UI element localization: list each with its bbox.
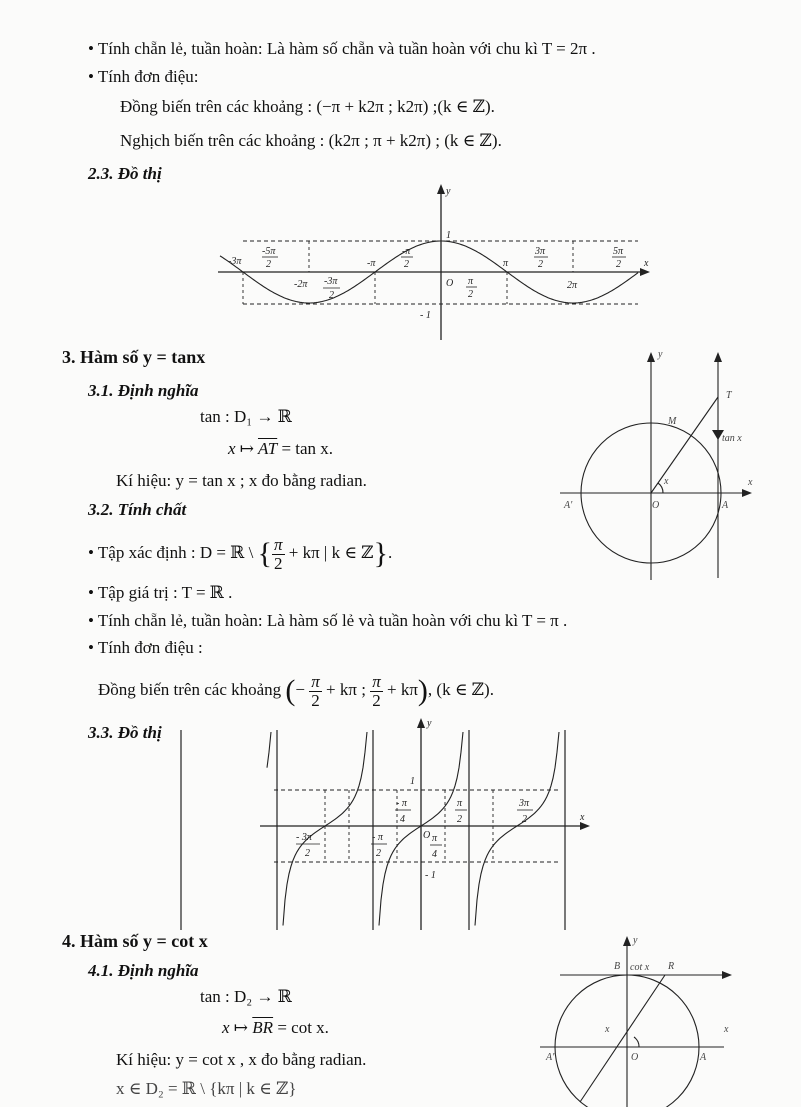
cos-mpi2-n: -π bbox=[402, 246, 411, 257]
cos-pi2-d: 2 bbox=[468, 289, 473, 300]
tg-p3pi2-n: 3π bbox=[519, 798, 530, 809]
tg-mpi4-d: 4 bbox=[400, 814, 405, 825]
cos-p3pi2-d: 2 bbox=[538, 259, 543, 270]
cos-m2pi: -2π bbox=[294, 279, 308, 290]
tg-origin: O bbox=[423, 830, 431, 841]
tg-minus-one: - 1 bbox=[425, 870, 436, 881]
cc-y: y bbox=[633, 935, 638, 946]
cos-pi: π bbox=[503, 258, 509, 269]
tan-parity: • Tính chẵn lẻ, tuần hoàn: Là hàm số lẻ và tuần hoàn với chu kì T = π . bbox=[88, 611, 568, 630]
parity-line: • Tính chẵn lẻ, tuần hoàn: Là hàm số chẵn và tuần hoàn với chu kì T = 2π . bbox=[88, 39, 596, 58]
tg-pi4-n: π bbox=[432, 833, 438, 844]
cot-notation: Kí hiệu: y = cot x , x đo bằng radian. bbox=[116, 1050, 367, 1069]
tan-def-value: = tan x. bbox=[277, 439, 334, 458]
tan-inc-num2: π bbox=[372, 671, 381, 691]
tan-domain: • Tập xác định : D = ℝ \ { $\frac{\pi}{2}$ + kπ | k ∈ ℤ}. bbox=[88, 534, 393, 573]
tc-A: A bbox=[722, 500, 729, 511]
tc-y: y bbox=[658, 349, 663, 360]
cos-m3pi: -3π bbox=[228, 256, 242, 267]
tan-inc-label: Đồng biến trên các khoảng bbox=[98, 680, 282, 699]
cot-def-map: x ↦ bbox=[222, 1018, 253, 1037]
tg-pi2-d: 2 bbox=[457, 814, 462, 825]
tg-y: y bbox=[427, 718, 432, 729]
cc-R: R bbox=[668, 961, 675, 972]
tan-inc-den2: 2 bbox=[372, 690, 381, 710]
cc-x: x bbox=[724, 1024, 729, 1035]
cot-def-value: = cot x. bbox=[273, 1018, 329, 1037]
tan-domain-den: 2 bbox=[274, 553, 283, 573]
tan-domain-lbrace: { bbox=[257, 537, 272, 571]
tc-x: x bbox=[748, 477, 753, 488]
cos-m3pi2-d: 2 bbox=[329, 290, 334, 301]
cos-origin: O bbox=[446, 278, 454, 289]
cos-p2pi: 2π bbox=[567, 280, 578, 291]
tan-domain-prefix: • Tập xác định : D = ℝ \ bbox=[88, 543, 254, 562]
tan-notation: Kí hiệu: y = tan x ; x đo bằng radian. bbox=[116, 471, 367, 490]
increasing-interval: Đồng biến trên các khoảng : (−π + k2π ; k2π) ;(k ∈ ℤ). bbox=[120, 97, 495, 116]
tan-increasing: Đồng biến trên các khoảng (− $\frac{\pi}{2}$ + kπ ; $\frac{\pi}{2}$ + kπ), (k ∈ ℤ). bbox=[98, 671, 494, 710]
tc-O: O bbox=[652, 500, 660, 511]
cos-y-label: y bbox=[446, 186, 451, 197]
tc-A2: A' bbox=[564, 500, 573, 511]
cc-A: A bbox=[700, 1052, 707, 1063]
section-4-title: 4. Hàm số y = cot x bbox=[62, 931, 208, 951]
tan-def-segment: $\overline{AT}$ bbox=[257, 439, 278, 458]
cos-x-label: x bbox=[644, 258, 649, 269]
cos-mpi2-d: 2 bbox=[404, 259, 409, 270]
cos-p5pi2-n: 5π bbox=[613, 246, 624, 257]
section-3-1-title: 3.1. Định nghĩa bbox=[88, 381, 199, 400]
cos-pi2-n: π bbox=[468, 276, 474, 287]
cc-xang: x bbox=[605, 1024, 610, 1035]
tc-tanx: tan x bbox=[722, 433, 742, 444]
tg-mpi2-d: 2 bbox=[376, 848, 381, 859]
tg-m3pi2-d: 2 bbox=[305, 848, 310, 859]
section-2-3-title: 2.3. Đồ thị bbox=[88, 164, 162, 183]
tan-domain-rest: + kπ | k ∈ ℤ bbox=[288, 543, 374, 562]
cos-mpi: -π bbox=[367, 258, 376, 269]
tg-p3pi2-d: 2 bbox=[522, 814, 527, 825]
tc-M: M bbox=[668, 416, 677, 427]
tc-T: T bbox=[726, 390, 732, 401]
tan-def-line1: tan : D₁ → ℝ bbox=[200, 407, 292, 426]
cc-cotx: cot x bbox=[630, 962, 650, 973]
cos-p3pi2-n: 3π bbox=[535, 246, 546, 257]
tan-inc-den1: 2 bbox=[311, 690, 320, 710]
tg-pi4-d: 4 bbox=[432, 849, 437, 860]
cos-minus-one: - 1 bbox=[420, 310, 431, 321]
tan-inc-mid: + kπ ; bbox=[326, 680, 366, 699]
tg-m3pi2-n: - 3π bbox=[296, 832, 312, 843]
section-3-title: 3. Hàm số y = tanx bbox=[62, 347, 206, 367]
tan-inc-end: + kπ bbox=[386, 680, 418, 699]
section-3-2-title: 3.2. Tính chất bbox=[88, 500, 187, 519]
tg-one: 1 bbox=[410, 776, 415, 787]
cot-domain: x ∈ D₂ = ℝ \ {kπ | k ∈ ℤ} bbox=[116, 1079, 297, 1098]
cos-one: 1 bbox=[446, 230, 451, 241]
cos-p5pi2-d: 2 bbox=[616, 259, 621, 270]
tan-inc-num1: π bbox=[311, 671, 320, 691]
cc-B: B bbox=[614, 961, 621, 972]
tan-domain-num: π bbox=[273, 534, 283, 554]
tan-monotonic-title: • Tính đơn điệu : bbox=[88, 638, 203, 657]
tan-domain-rbrace: } bbox=[373, 537, 388, 571]
cos-m3pi2-n: -3π bbox=[324, 276, 338, 287]
monotonic-title: • Tính đơn điệu: bbox=[88, 67, 199, 86]
cos-m5pi2-d: 2 bbox=[266, 259, 271, 270]
decreasing-interval: Nghịch biến trên các khoảng : (k2π ; π + k2π) ; (k ∈ ℤ). bbox=[120, 131, 502, 150]
tan-def-map: x ↦ bbox=[228, 439, 258, 458]
tan-inc-tail: , (k ∈ ℤ). bbox=[427, 680, 494, 699]
tc-xang: x bbox=[664, 476, 669, 487]
section-3-3-title: 3.3. Đồ thị bbox=[88, 723, 162, 742]
tg-pi2-n: π bbox=[457, 798, 463, 809]
cc-A2: A' bbox=[546, 1052, 555, 1063]
tg-mpi4-n: - π bbox=[396, 798, 407, 809]
cot-def-segment: $\overline{BR}$ bbox=[252, 1018, 274, 1037]
tg-x: x bbox=[580, 812, 585, 823]
section-4-1-title: 4.1. Định nghĩa bbox=[88, 961, 199, 980]
cos-m5pi2-n: -5π bbox=[262, 246, 276, 257]
cot-def-line1: tan : D₂ → ℝ bbox=[200, 987, 292, 1006]
tg-mpi2-n: - π bbox=[372, 832, 383, 843]
cc-O: O bbox=[631, 1052, 639, 1063]
tan-range: • Tập giá trị : T = ℝ . bbox=[88, 583, 233, 602]
